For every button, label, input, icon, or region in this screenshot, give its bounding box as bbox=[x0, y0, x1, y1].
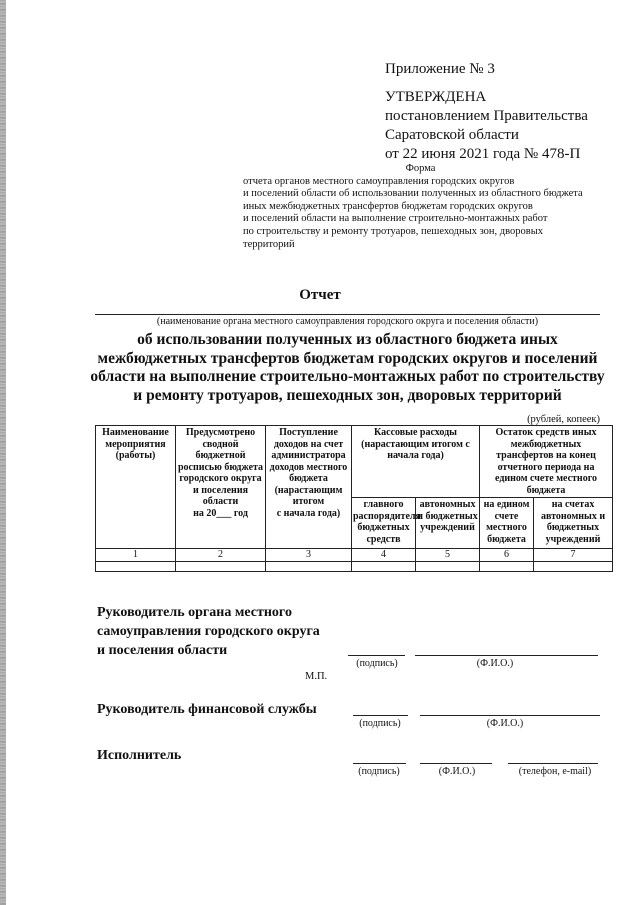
col-number: 6 bbox=[480, 549, 534, 562]
approval-line-3: постановлением Правительства bbox=[385, 108, 588, 124]
executor-label: Исполнитель bbox=[97, 748, 182, 763]
report-table bbox=[95, 425, 613, 572]
col-number: 3 bbox=[266, 549, 352, 562]
col-header-institutions: автономных и бюджетных учреждений bbox=[416, 498, 480, 549]
name-line bbox=[420, 715, 600, 716]
org-name-caption: (наименование органа местного самоуправления городского округа и поселения области) bbox=[156, 316, 539, 327]
head-of-local-government: Руководитель органа местного самоуправления городского округа и поселения области bbox=[97, 605, 320, 658]
signature-caption: (подпись) bbox=[356, 658, 398, 669]
subject-line-4: и ремонту тротуаров, пешеходных зон, дворовых территорий bbox=[133, 386, 562, 404]
subject-line-3: области на выполнение строительно-монтажных работ по строительству bbox=[90, 368, 605, 385]
col-header-institution-accounts: на счетах автономных и бюджетных учреждений bbox=[534, 498, 613, 549]
stamp-placeholder: М.П. bbox=[305, 671, 328, 682]
form-line-3: иных межбюджетных трансфертов бюджетам городских округов bbox=[243, 200, 533, 212]
finance-head-label: Руководитель финансовой службы bbox=[97, 702, 317, 717]
form-line-5: по строительству и ремонту тротуаров, пешеходных зон, дворовых bbox=[243, 225, 544, 237]
form-line-2: и поселений области об использовании полученных из областного бюджета bbox=[243, 188, 583, 200]
appendix-number: Приложение № 3 bbox=[385, 61, 495, 77]
col-group-balance: Остаток средств иных межбюджетных трансфертов на конец отчетного периода на едином счете местного бюджета bbox=[480, 426, 613, 498]
approval-line-4: Саратовской области bbox=[385, 127, 519, 143]
col-header-income: Поступление доходов на счет администратора доходов местного бюджета (нарастающим итогом с начала года) bbox=[266, 426, 352, 549]
col-number: 5 bbox=[416, 549, 480, 562]
signature-line bbox=[353, 763, 406, 764]
units-label: (рублей, копеек) bbox=[527, 414, 600, 425]
signature-caption: (подпись) bbox=[358, 766, 400, 777]
signature-caption: (подпись) bbox=[359, 718, 401, 729]
org-name-line bbox=[95, 314, 600, 315]
phone-line bbox=[508, 763, 598, 764]
col-number: 4 bbox=[352, 549, 416, 562]
name-line bbox=[415, 655, 598, 656]
col-header-activity: Наименование мероприятия (работы) bbox=[96, 426, 176, 549]
approved-label: УТВЕРЖДЕНА bbox=[385, 89, 487, 105]
column-numbers-row bbox=[96, 549, 613, 562]
form-description bbox=[243, 163, 598, 251]
name-caption: (Ф.И.О.) bbox=[486, 718, 524, 729]
empty-row bbox=[96, 561, 613, 571]
form-line-6: территорий bbox=[243, 238, 295, 250]
col-header-planned: Предусмотрено сводной бюджетной росписью бюджета городского округа и поселения области на 20___ год bbox=[176, 426, 266, 549]
name-caption: (Ф.И.О.) bbox=[476, 658, 514, 669]
approval-block bbox=[385, 60, 588, 164]
form-line-1: отчета органов местного самоуправления городских округов bbox=[243, 175, 515, 187]
report-title: Отчет bbox=[299, 287, 341, 303]
col-number: 7 bbox=[534, 549, 613, 562]
col-header-single-account: на едином счете местного бюджета bbox=[480, 498, 534, 549]
name-caption: (Ф.И.О.) bbox=[438, 766, 476, 777]
subject-line-2: межбюджетных трансфертов бюджетам городских округов и поселений bbox=[97, 349, 598, 367]
approval-line-5: от 22 июня 2021 года № 478-П bbox=[385, 146, 581, 162]
name-line bbox=[420, 763, 492, 764]
col-group-cash-expenses: Кассовые расходы (нарастающим итогом с начала года) bbox=[352, 426, 480, 498]
col-number: 1 bbox=[96, 549, 176, 562]
scan-edge bbox=[0, 0, 6, 905]
col-number: 2 bbox=[176, 549, 266, 562]
phone-caption: (телефон, e-mail) bbox=[518, 766, 592, 777]
signature-line bbox=[348, 655, 405, 656]
report-subject bbox=[90, 331, 605, 405]
subject-line-1: об использовании полученных из областного бюджета иных bbox=[137, 331, 558, 348]
col-header-main-manager: главного распорядителя бюджетных средств bbox=[352, 498, 416, 549]
signature-line bbox=[353, 715, 408, 716]
form-line-4: и поселений области на выполнение строительно-монтажных работ bbox=[243, 213, 548, 225]
form-label: Форма bbox=[405, 163, 436, 174]
